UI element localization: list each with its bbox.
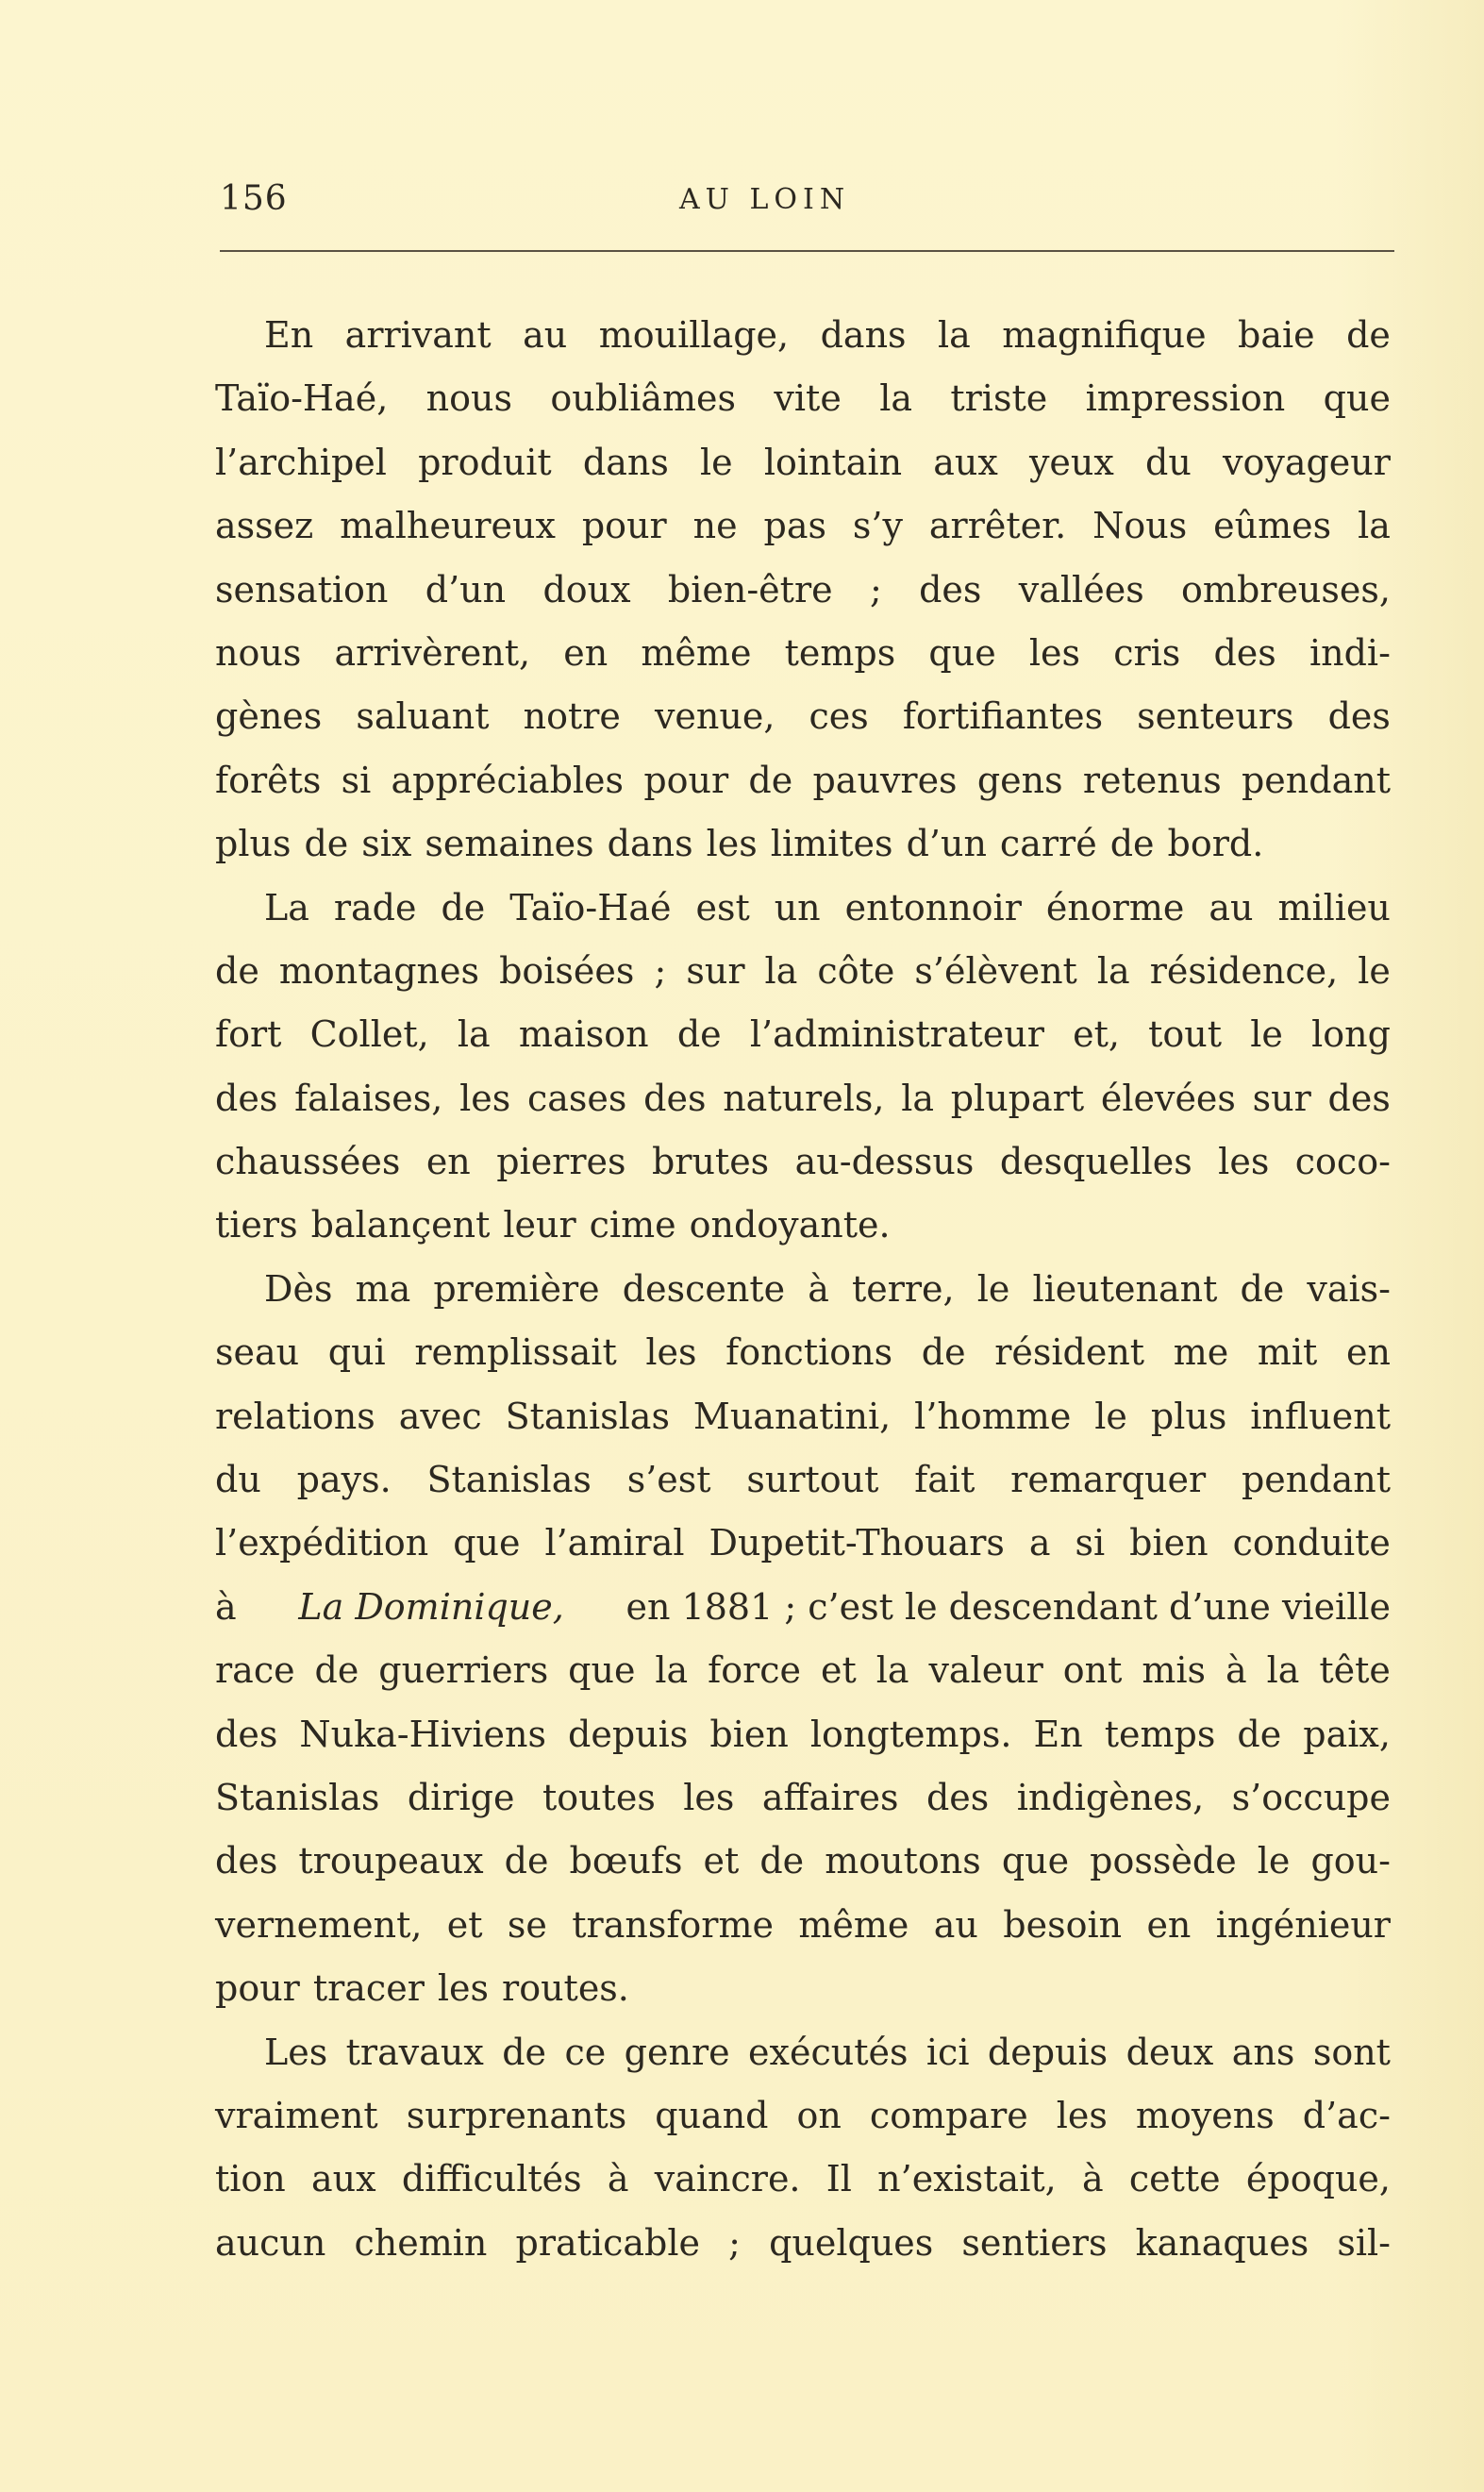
text-line: forêts si appréciables pour de pauvres gens retenus pendant (215, 759, 1391, 801)
text-line: Les travaux de ce genre exécutés ici depuis deux ans sont (264, 2031, 1391, 2073)
text-line: En arrivant au mouillage, dans la magnifique baie de (264, 314, 1391, 356)
text-line: gènes saluant notre venue, ces fortifiantes senteurs des (215, 695, 1391, 738)
ship-name: La Dominique, (298, 1585, 564, 1628)
running-title: AU LOIN (679, 183, 851, 216)
text-line: l’expédition que l’amiral Dupetit-Thouars a si bien conduite (215, 1522, 1391, 1564)
text-line: assez malheureux pour ne pas s’y arrêter. Nous eûmes la (215, 505, 1391, 547)
text-line: tion aux difficultés à vaincre. Il n’existait, à cette époque, (215, 2158, 1391, 2200)
text-line: vraiment surprenants quand on compare les moyens d’ac- (215, 2094, 1391, 2136)
italic-line-after: en 1881 ; c’est le descendant d’une vieille (625, 1585, 1391, 1628)
running-head (0, 179, 1484, 236)
text-line: fort Collet, la maison de l’administrateur et, tout le long (215, 1013, 1391, 1056)
text-line: sensation d’un doux bien-être ; des vallées ombreuses, (215, 568, 1391, 610)
text-line: chaussées en pierres brutes au-dessus desquelles les coco- (215, 1141, 1391, 1183)
text-line-italic (215, 1576, 1391, 1639)
text-line: pour tracer les routes. (215, 1967, 629, 2010)
text-line: Taïo-Haé, nous oubliâmes vite la triste impression que (215, 377, 1391, 420)
text-line: Dès ma première descente à terre, le lieutenant de vais- (264, 1267, 1391, 1310)
text-line: relations avec Stanislas Muanatini, l’homme le plus influent (215, 1395, 1391, 1437)
text-line: Stanislas dirige toutes les affaires des indigènes, s’occupe (215, 1776, 1391, 1818)
text-line: La rade de Taïo-Haé est un entonnoir énorme au milieu (264, 886, 1391, 928)
text-line: race de guerriers que la force et la valeur ont mis à la tête (215, 1649, 1391, 1692)
text-line: des troupeaux de bœufs et de moutons que possède le gou- (215, 1840, 1391, 1882)
text-line: aucun chemin praticable ; quelques sentiers kanaques sil- (215, 2221, 1391, 2264)
text-line: du pays. Stanislas s’est surtout fait remarquer pendant (215, 1459, 1391, 1501)
text-line: l’archipel produit dans le lointain aux yeux du voyageur (215, 441, 1391, 483)
body-text (215, 304, 1391, 2275)
text-line: seau qui remplissait les fonctions de résident me mit en (215, 1331, 1391, 1374)
page-number: 156 (220, 179, 288, 218)
text-line: des Nuka-Hiviens depuis bien longtemps. En temps de paix, (215, 1713, 1391, 1755)
text-line: plus de six semaines dans les limites d’un carré de bord. (215, 823, 1264, 865)
italic-line-before: à (215, 1585, 237, 1628)
header-rule (220, 250, 1394, 252)
text-line: nous arrivèrent, en même temps que les cris des indi- (215, 631, 1391, 674)
text-line: tiers balançent leur cime ondoyante. (215, 1204, 891, 1246)
text-line: des falaises, les cases des naturels, la plupart élevées sur des (215, 1077, 1391, 1119)
text-line: vernement, et se transforme même au besoin en ingénieur (215, 1903, 1391, 1946)
text-line: de montagnes boisées ; sur la côte s’élèvent la résidence, le (215, 949, 1391, 992)
